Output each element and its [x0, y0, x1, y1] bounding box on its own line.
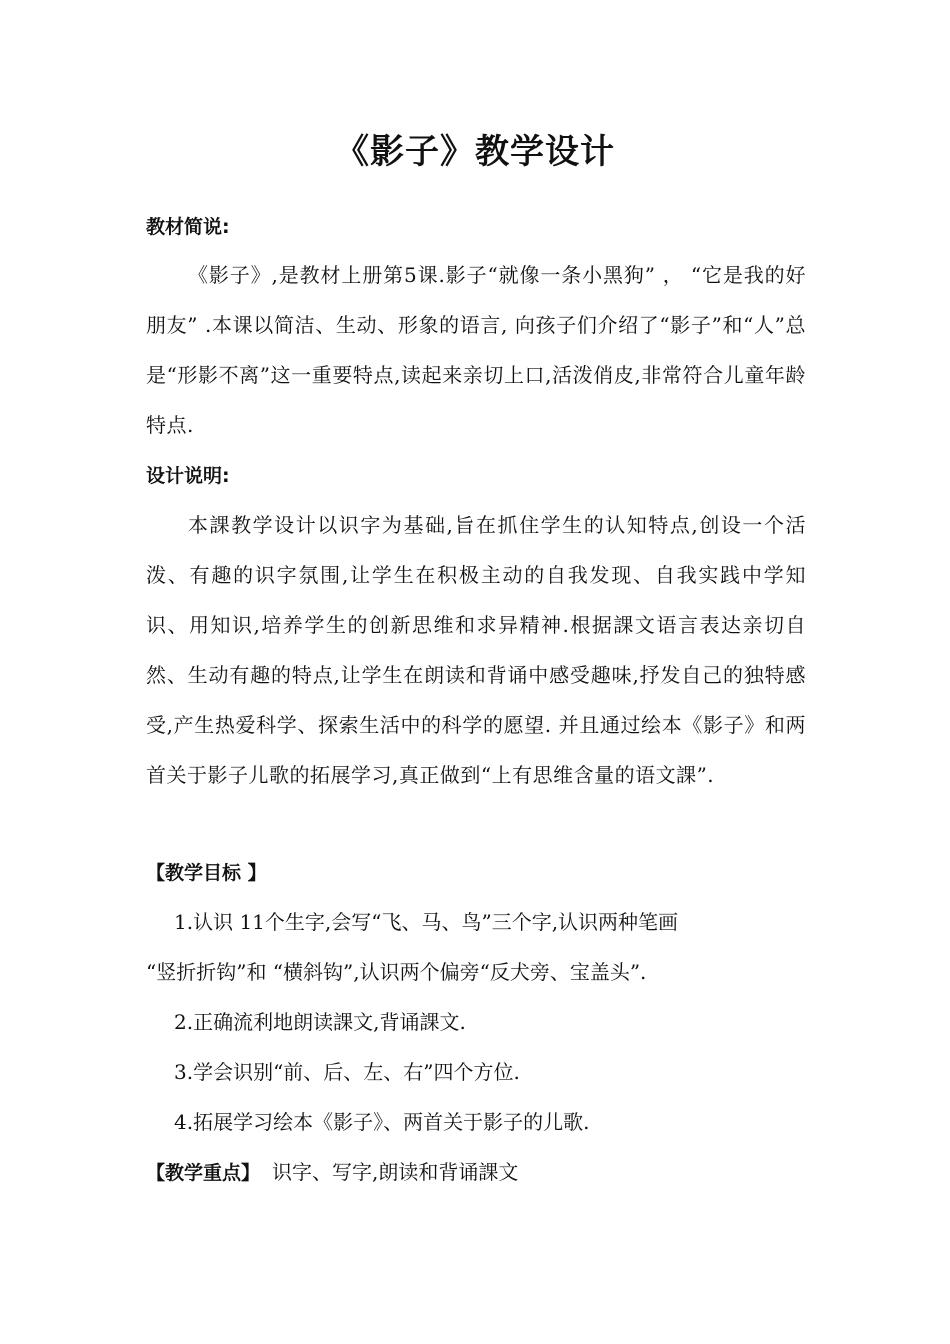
section-heading-objectives: 【教学目标 】 [146, 862, 267, 884]
objective-item-2: 2.正确流利地朗读課文,背诵課文. [174, 1010, 466, 1034]
key-points-text: 识字、写字,朗读和背诵課文 [272, 1160, 519, 1184]
objective-item-4: 4.拓展学习绘本《影子》、两首关于影子的儿歌. [174, 1110, 590, 1134]
material-paragraph: 《影子》,是教材上册第5课.影子“就像一条小黑狗” ， “它是我的好朋友” .本课以简洁、生动、形象的语言, 向孩子们介绍了“影子”和“人”总是“形影不离”这一重要特点,读起来亲切上口,活泼俏皮,非常符合儿童年龄特点. [146, 263, 806, 437]
section-heading-material: 教材简说: [146, 216, 230, 238]
objective-item-3: 3.学会识别“前、后、左、右”四个方位. [174, 1060, 520, 1084]
key-points-line [146, 1147, 806, 1198]
objective-item-1-line-2: “竖折折钩”和 “横斜钩”,认识两个偏旁“反犬旁、宝盖头”. [146, 960, 647, 984]
design-paragraph: 本課教学设计以识字为基础,旨在抓住学生的认知特点,创设一个活泼、有趣的识字氛围,让学生在积极主动的自我发现、自我实践中学知识、用知识,培养学生的创新思维和求异精神.根据課文语言表达亲切自然、生动有趣的特点,让学生在朗读和背诵中感受趣味,抒发自己的独特感受,产生热爱科学、探索生活中的科学的愿望. 并且通过绘本《影子》和两首关于影子儿歌的拓展学习,真正做到“上有思维含量的语文課”. [146, 513, 806, 787]
objective-item-1-line-1: 1.认识 11个生字,会写“飞、马、鸟”三个字,认识两种笔画 [174, 910, 679, 934]
section-heading-design: 设计说明: [146, 465, 230, 487]
section-heading-key-points: 【教学重点】 [146, 1162, 261, 1184]
page-title: 《影子》教学设计 [335, 132, 615, 172]
